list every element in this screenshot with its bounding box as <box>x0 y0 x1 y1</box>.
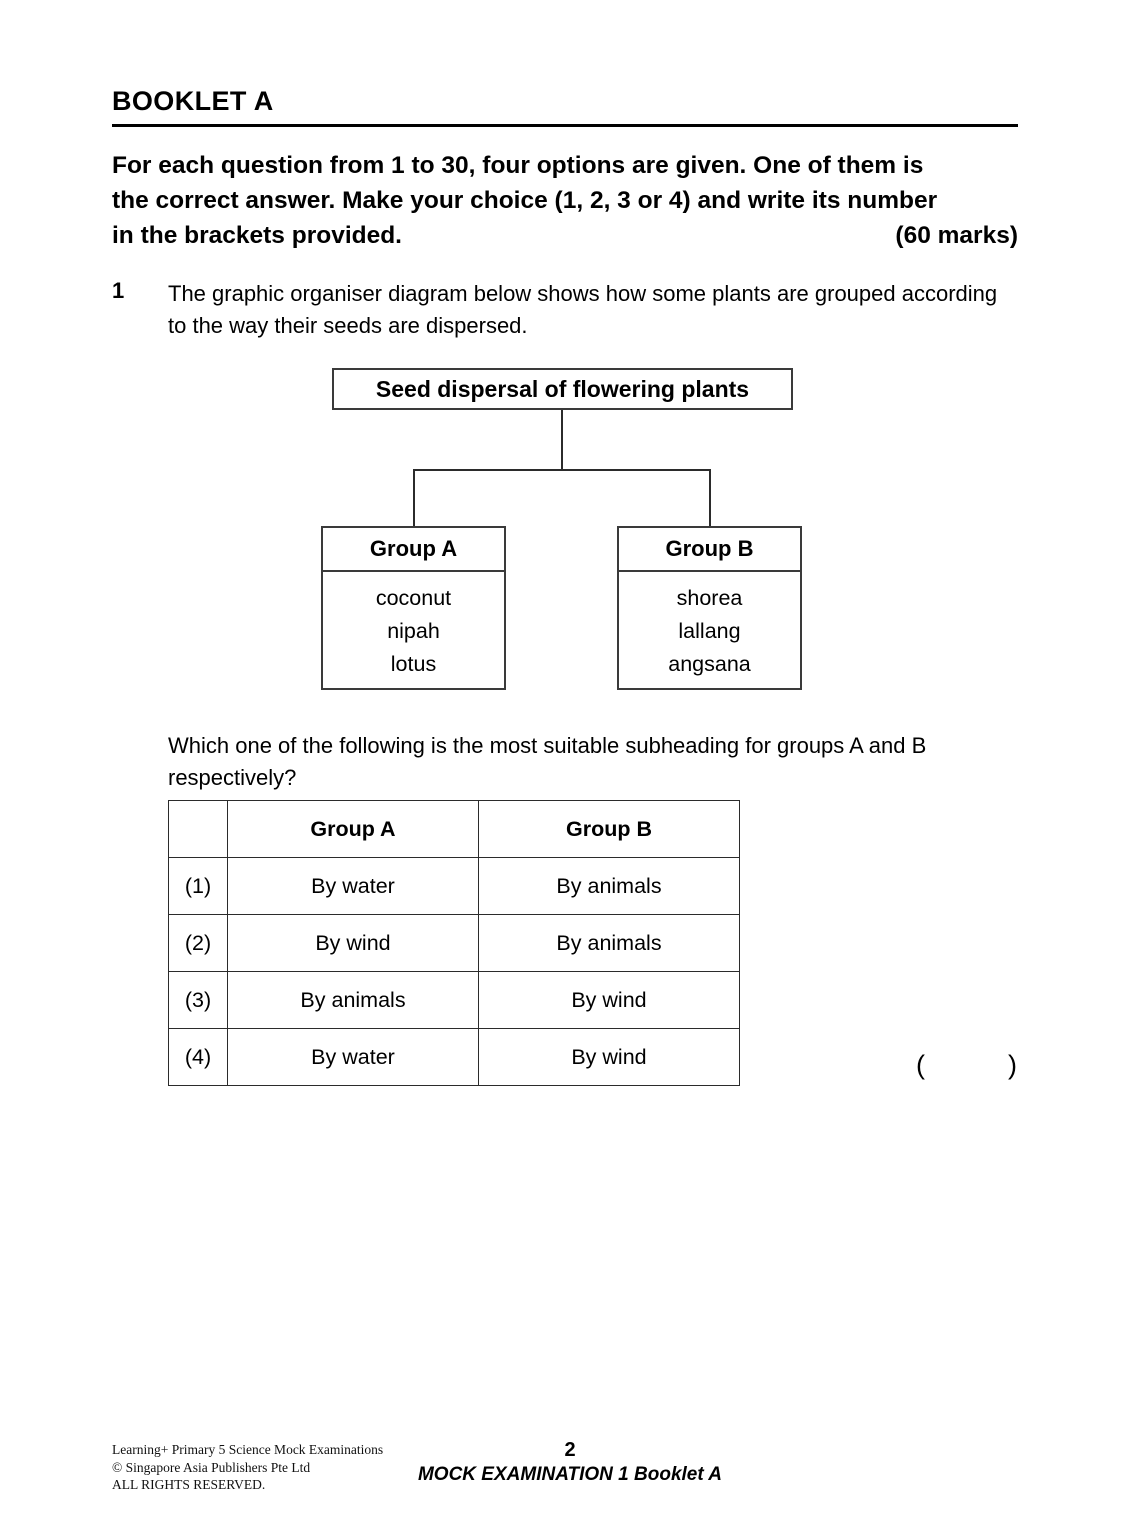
sub-question-text: Which one of the following is the most suitable subheading for groups A and B respectively? <box>168 733 927 790</box>
table-header-row <box>169 801 740 858</box>
footer-copyright-line-2: © Singapore Asia Publishers Pte Ltd <box>112 1459 311 1475</box>
instructions-line-3-row <box>112 218 1018 253</box>
group-a-item: nipah <box>387 619 440 643</box>
group-a-items <box>323 572 504 681</box>
instructions-line-2: the correct answer. Make your choice (1, 2, 3 or 4) and write its number <box>112 187 938 214</box>
option-group-b-value: By animals <box>479 858 740 915</box>
option-group-b-value: By animals <box>479 915 740 972</box>
footer-copyright-line-3: ALL RIGHTS RESERVED. <box>112 1477 266 1492</box>
option-label: (1) <box>169 858 228 915</box>
answer-bracket-open: ( <box>916 1050 927 1080</box>
option-label: (2) <box>169 915 228 972</box>
footer-copyright <box>112 1441 383 1494</box>
marks-label: (60 marks) <box>895 222 1018 249</box>
footer-center-block <box>390 1438 750 1488</box>
table-row[interactable] <box>169 1029 740 1086</box>
instructions-line-1: For each question from 1 to 30, four options are given. One of them is <box>112 152 924 179</box>
option-group-b-value: By wind <box>479 1029 740 1086</box>
column-header-group-a: Group A <box>228 801 479 858</box>
page-number: 2 <box>564 1439 576 1461</box>
option-group-b-value: By wind <box>479 972 740 1029</box>
instructions-block <box>112 148 1018 253</box>
group-b-box <box>617 526 802 690</box>
question-stem: The graphic organiser diagram below shows how some plants are grouped according to the way their seeds are dispersed. <box>168 281 998 338</box>
group-b-item: lallang <box>678 619 741 643</box>
table-row[interactable] <box>169 915 740 972</box>
option-group-a-value: By water <box>228 1029 479 1086</box>
group-a-item: lotus <box>390 652 437 676</box>
option-label: (3) <box>169 972 228 1029</box>
answer-options-table <box>168 800 740 1086</box>
connector-vertical-group-a <box>413 469 415 527</box>
option-group-a-value: By animals <box>228 972 479 1029</box>
group-a-box <box>321 526 506 690</box>
connector-vertical-main <box>561 410 563 470</box>
group-b-item: angsana <box>668 652 751 676</box>
group-a-heading: Group A <box>323 528 504 572</box>
table-row[interactable] <box>169 858 740 915</box>
group-b-heading: Group B <box>619 528 800 572</box>
question-number: 1 <box>112 278 125 303</box>
option-label: (4) <box>169 1029 228 1086</box>
answer-bracket-close: ) <box>1008 1050 1020 1080</box>
column-header-group-b: Group B <box>479 801 740 858</box>
diagram-title-box: Seed dispersal of flowering plants <box>332 368 793 410</box>
connector-vertical-group-b <box>709 469 711 527</box>
header-divider <box>112 124 1018 127</box>
group-b-items <box>619 572 800 681</box>
answer-bracket[interactable] <box>916 1050 1019 1081</box>
footer-exam-label: MOCK EXAMINATION 1 Booklet A <box>417 1464 722 1485</box>
group-b-item: shorea <box>676 586 743 610</box>
table-row[interactable] <box>169 972 740 1029</box>
page-title: BOOKLET A <box>112 86 274 116</box>
group-a-item: coconut <box>375 586 452 610</box>
instructions-line-3: in the brackets provided. <box>112 222 402 249</box>
connector-horizontal <box>413 469 711 471</box>
option-group-a-value: By wind <box>228 915 479 972</box>
footer-copyright-line-1: Learning+ Primary 5 Science Mock Examinations <box>112 1442 384 1457</box>
column-header-blank <box>169 801 228 858</box>
option-group-a-value: By water <box>228 858 479 915</box>
